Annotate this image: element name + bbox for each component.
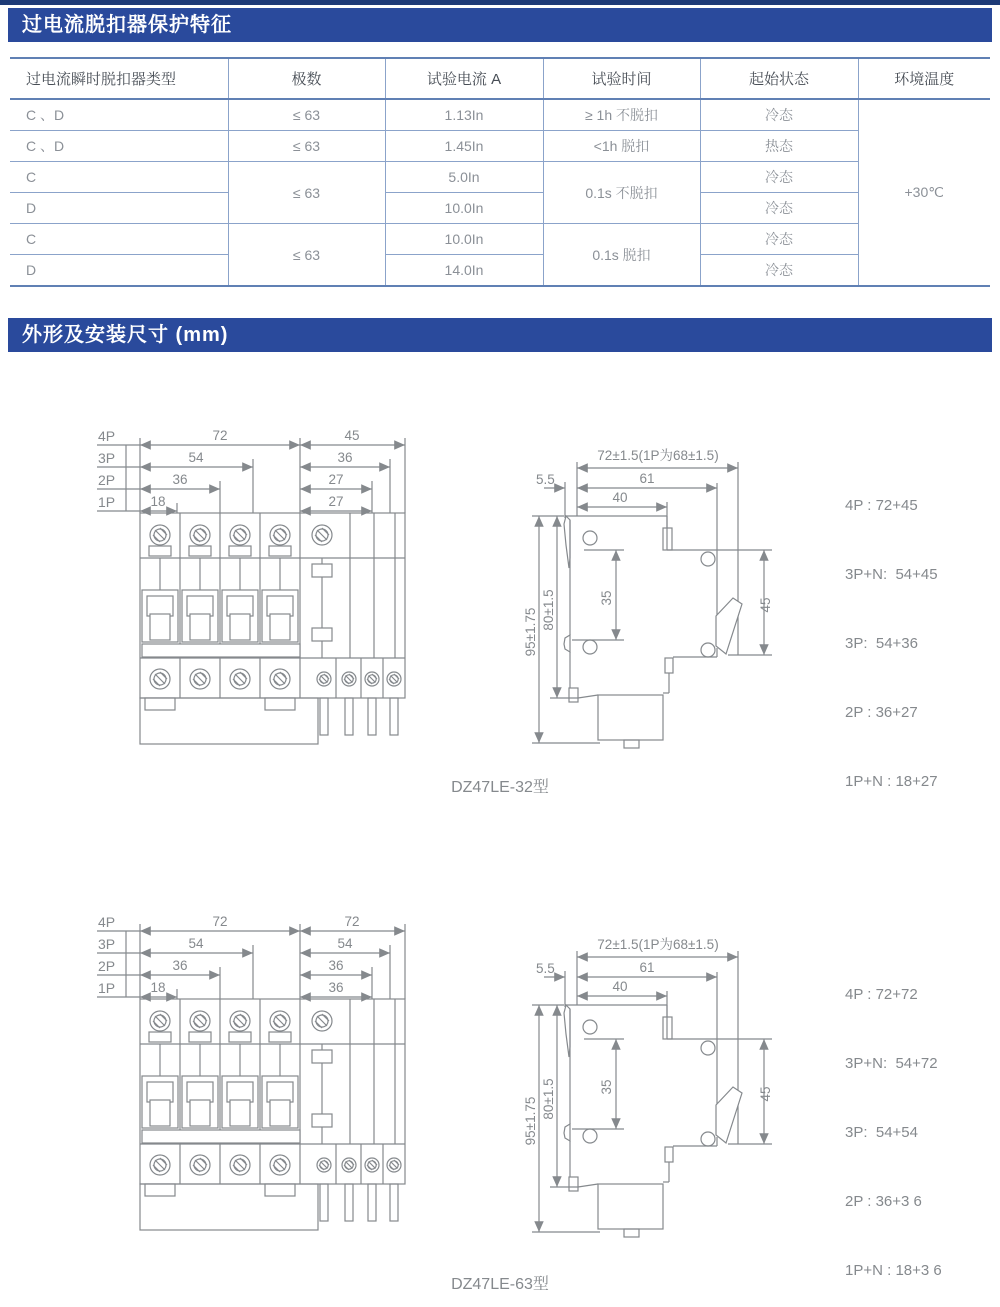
dim-label: 45 [758, 597, 773, 613]
drawing-dz47le-63 [0, 885, 1000, 1307]
dim-label: 45 [344, 428, 360, 443]
cell-type: C [10, 162, 228, 193]
cell-state: 冷态 [700, 255, 858, 287]
dim-label: 36 [328, 958, 344, 973]
drawing-caption: DZ47LE-63型 [451, 1276, 549, 1293]
section-header-protection [8, 8, 992, 42]
pole-dimension-notes [845, 937, 1000, 1307]
col-header-current: 试验电流 A [385, 58, 543, 99]
note-line: 3P: 54+36 [845, 635, 918, 652]
table-row [10, 193, 990, 224]
note-line: 2P : 36+3 6 [845, 1193, 922, 1210]
table-row [10, 162, 990, 193]
cell-state: 冷态 [700, 99, 858, 131]
table-row [10, 131, 990, 162]
pole-label: 1P [98, 494, 116, 510]
cell-time: ≥ 1h 不脱扣 [543, 99, 700, 131]
note-line: 1P+N : 18+3 6 [845, 1262, 942, 1279]
dim-label: 35 [599, 590, 614, 606]
note-line: 2P : 36+27 [845, 704, 918, 721]
dim-label: 5.5 [536, 961, 555, 976]
cell-state: 热态 [700, 131, 858, 162]
cell-current: 5.0In [385, 162, 543, 193]
pole-label: 1P [98, 980, 116, 996]
cell-poles: ≤ 63 [228, 224, 385, 287]
cell-time: <1h 脱扣 [543, 131, 700, 162]
front-view-diagram [85, 904, 420, 1244]
cell-current: 10.0In [385, 193, 543, 224]
section-header-dimensions [8, 318, 992, 352]
dim-label: 27 [328, 494, 344, 509]
pole-label: 4P [98, 914, 116, 930]
cell-type: D [10, 193, 228, 224]
cell-ambient-temp: +30℃ [858, 99, 990, 286]
note-line: 1P+N : 18+27 [845, 773, 938, 790]
table-row [10, 255, 990, 287]
cell-type: C [10, 224, 228, 255]
dim-label: 27 [328, 472, 344, 487]
col-header-ambient: 环境温度 [858, 58, 990, 99]
pole-label: 2P [98, 958, 116, 974]
dim-label: 72 [344, 914, 360, 929]
drawing-dz47le-32 [0, 400, 1000, 820]
dim-label: 80±1.5 [541, 1078, 556, 1120]
cell-state: 冷态 [700, 193, 858, 224]
dim-label: 36 [328, 980, 344, 995]
dim-label: 40 [612, 979, 628, 994]
cell-state: 冷态 [700, 224, 858, 255]
section-title: 外形及安装尺寸 (mm) [22, 324, 229, 346]
dim-label: 54 [337, 936, 353, 951]
dim-label: 80±1.5 [541, 589, 556, 631]
cell-poles: ≤ 63 [228, 99, 385, 131]
dim-label: 72 [212, 914, 228, 929]
pole-label: 3P [98, 936, 116, 952]
dim-label: 5.5 [536, 472, 555, 487]
pole-label: 2P [98, 472, 116, 488]
dim-label: 36 [337, 450, 353, 465]
note-line: 3P: 54+54 [845, 1124, 918, 1141]
col-header-poles: 极数 [228, 58, 385, 99]
cell-state: 冷态 [700, 162, 858, 193]
col-header-state: 起始状态 [700, 58, 858, 99]
side-view-diagram [520, 929, 790, 1261]
protection-characteristics-table [10, 57, 990, 287]
note-line: 4P : 72+45 [845, 497, 918, 514]
cell-current: 1.13In [385, 99, 543, 131]
table-row [10, 99, 990, 131]
note-line: 4P : 72+72 [845, 986, 918, 1003]
col-header-type: 过电流瞬时脱扣器类型 [10, 58, 228, 99]
cell-type: C 、D [10, 99, 228, 131]
dim-label-width: 72±1.5(1P为68±1.5) [597, 937, 719, 952]
dim-label: 95±1.75 [523, 607, 538, 657]
pole-label: 3P [98, 450, 116, 466]
cell-current: 10.0In [385, 224, 543, 255]
cell-poles: ≤ 63 [228, 162, 385, 224]
dim-label: 54 [188, 936, 204, 951]
cell-current: 14.0In [385, 255, 543, 287]
dim-label: 95±1.75 [523, 1096, 538, 1146]
cell-time: 0.1s 不脱扣 [543, 162, 700, 224]
dim-label: 36 [172, 958, 188, 973]
dim-label: 54 [188, 450, 204, 465]
cell-type: D [10, 255, 228, 287]
dim-label: 40 [612, 490, 628, 505]
dim-label: 61 [639, 960, 655, 975]
dim-label: 45 [758, 1086, 773, 1102]
dim-label: 35 [599, 1079, 614, 1095]
note-line: 3P+N: 54+45 [845, 566, 938, 583]
dim-label-width: 72±1.5(1P为68±1.5) [597, 448, 719, 463]
cell-poles: ≤ 63 [228, 131, 385, 162]
cell-type: C 、D [10, 131, 228, 162]
dim-label: 18 [150, 494, 166, 509]
front-view-diagram [85, 418, 420, 758]
col-header-time: 试验时间 [543, 58, 700, 99]
section-title: 过电流脱扣器保护特征 [22, 14, 232, 36]
table-header-row [10, 58, 990, 99]
cell-time: 0.1s 脱扣 [543, 224, 700, 287]
pole-label: 4P [98, 428, 116, 444]
note-line: 3P+N: 54+72 [845, 1055, 938, 1072]
table-row [10, 224, 990, 255]
side-view-diagram [520, 440, 790, 772]
cell-current: 1.45In [385, 131, 543, 162]
dim-label: 61 [639, 471, 655, 486]
drawing-caption: DZ47LE-32型 [451, 779, 549, 796]
page-top-strip [0, 0, 1000, 5]
dim-label: 72 [212, 428, 228, 443]
dim-label: 36 [172, 472, 188, 487]
dim-label: 18 [150, 980, 166, 995]
